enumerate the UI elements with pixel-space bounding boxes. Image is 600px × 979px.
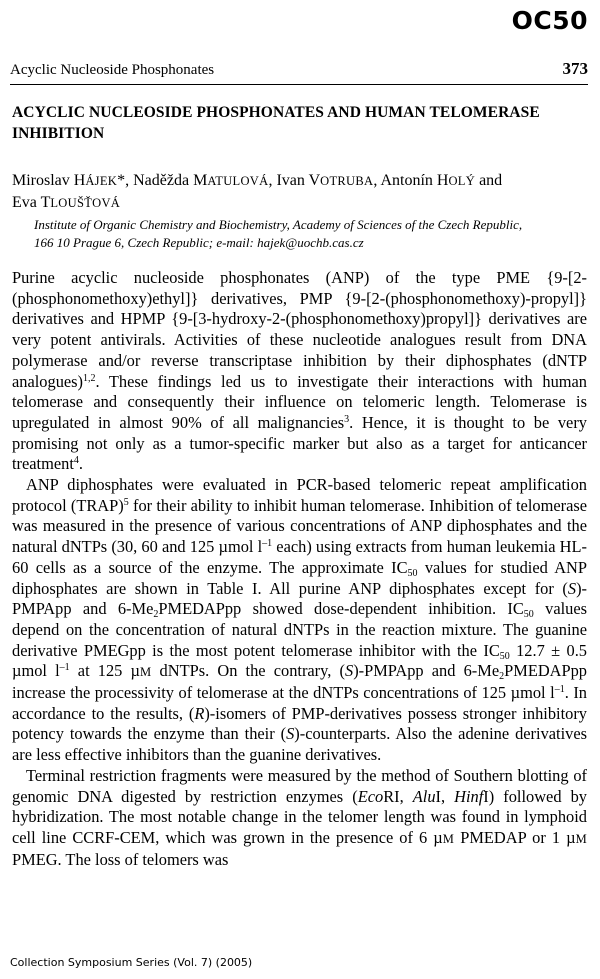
header-divider — [10, 84, 588, 85]
article-body — [12, 268, 587, 870]
page-number: 373 — [562, 59, 588, 78]
author: Eva TLOUŠŤOVÁ — [12, 194, 121, 211]
article-title: ACYCLIC NUCLEOSIDE PHOSPHONATES AND HUMAN TELOMERASE INHIBITION — [12, 104, 540, 142]
author: Ivan VOTRUBA, — [276, 172, 381, 189]
paragraph-1: Purine acyclic nucleoside phosphonates (ANP) of the type PME {9-[2-(phosphonomethoxy)ethyl]} derivatives, PMP {9-[2-(phosphonomethoxy)-propyl]} derivatives and HPMP {9-[3-hydroxy-2-(phosphonomethoxy)propyl]} derivatives are very potent antivirals. Activities of these nucleotide analogues result from DNA polymerase and/or reverse transcriptase inhibition by their diphosphates (dNTP analogues)$^{1,2}$. These findings led us to investigate their interactions with human telomerase and consequently their influence on telomeric length. Telomerase is upregulated in almost 90% of all malignancies$^3$. Hence, it is thought to be very promising not only as a tumor-specific marker but also as a target for anticancer treatment$^4$. — [12, 268, 587, 474]
paragraph-3: Terminal restriction fragments were measured by the method of Southern blotting of genomic DNA digested by restriction enzymes (EcoRI, AluI, HinfI) followed by hybridization. The most notable change in the telomer length was found in lymphoid cell line CCRF-CEM, which was grown in the presence of 6 µM PMEDAP or 1 µM PMEG. The loss of telomers was — [12, 765, 587, 869]
author-list — [12, 170, 588, 214]
author: Miroslav HÁJEK*, — [12, 172, 134, 189]
author: Antonín HOLÝ and — [380, 172, 503, 189]
running-head-title: Acyclic Nucleoside Phosphonates — [10, 62, 215, 78]
paragraph-2: ANP diphosphates were evaluated in PCR-based telomeric repeat amplification protocol (TRAP)$^5$ for their ability to inhibit human telomerase. Inhibition of telomerase was measured in the presence of various concentrations of ANP diphosphates and the natural dNTPs (30, 60 and 125 µmol $l^{-1}$ each) using extracts from human leukemia HL-60 cells as a source of the enzyme. The approximate $IC_{50}$ values for studied ANP diphosphates are shown in Table I. All purine ANP diphosphates except for (S)-PMPApp and $6-Me_2PMEDAPpp$ showed dose-dependent inhibition. $IC_{50}$ values depend on the concentration of natural dNTPs in the reaction mixture. The guanine derivative PMEGpp is the most potent telomerase inhibitor with the $IC_{50}$ 12.7 ± 0.5 µmol $l^{-1}$ at 125 µM dNTPs. On the contrary, (S)-PMPApp and $6-Me_2PMEDAPpp$ increase the processivity of telomerase at the dNTPs concentrations of 125 µmol $l^{-1}$. In accordance to the results, (R)-isomers of PMP-derivatives possess stronger inhibitory potency towards the enzyme than their (S)-counterparts. Also the adenine derivatives are less effective inhibitors than the guanine derivatives. — [12, 475, 588, 765]
running-header — [10, 57, 588, 79]
affiliation: Institute of Organic Chemistry and Biochemistry, Academy of Sciences of the Czech Republic, 166 10 Prague 6, Czech Republic; e-mail: hajek@uochb.cas.cz — [34, 217, 523, 250]
article-code: OC50 — [511, 6, 588, 35]
author: Naděžda MATULOVÁ, — [133, 172, 277, 189]
footer-citation: Collection Symposium Series (Vol. 7) (2005) — [10, 956, 253, 969]
